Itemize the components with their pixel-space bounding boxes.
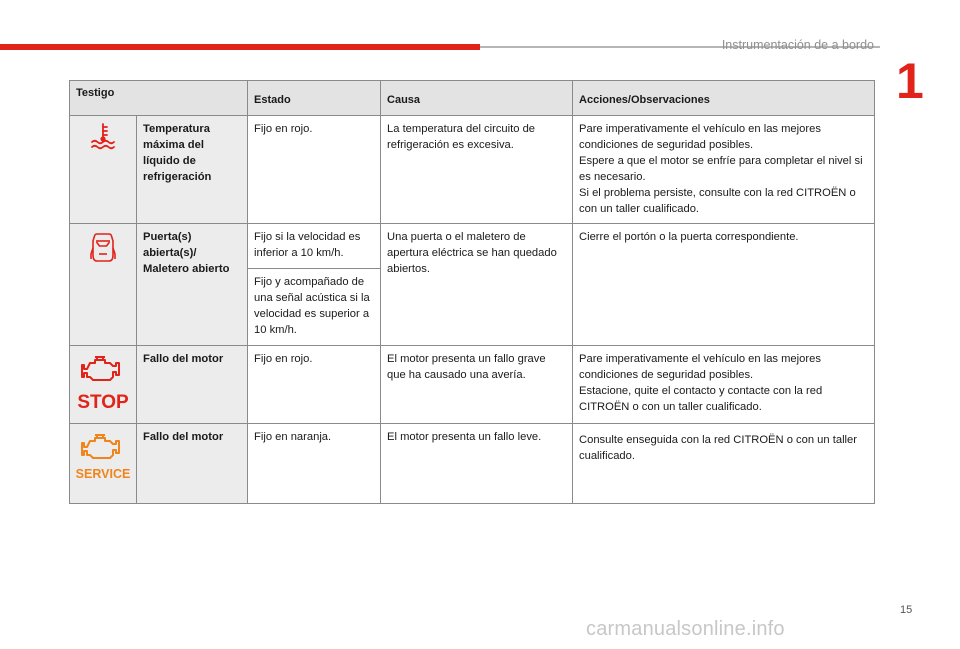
icon-cell	[70, 116, 137, 224]
service-label: SERVICE	[75, 467, 131, 482]
warning-state: Fijo en naranja.	[248, 424, 381, 504]
icon-cell	[70, 346, 137, 424]
column-header-acciones: Acciones/Observaciones	[573, 81, 875, 116]
warning-cause: La temperatura del circuito de refrigeración es excesiva.	[381, 116, 573, 224]
warning-actions	[573, 224, 875, 346]
stop-label: STOP	[77, 392, 129, 414]
action-line: Estacione, quite el contacto y contacte con la red CITROËN o con un taller cualificado.	[579, 384, 823, 413]
action-line: Consulte enseguida con la red CITROËN o con un taller cualificado.	[579, 434, 857, 462]
engine-service-warning-icon	[75, 430, 131, 482]
icon-cell	[70, 424, 137, 504]
warning-name: Fallo del motor	[137, 346, 248, 424]
action-line: Cierre el portón o la puerta correspondiente.	[579, 231, 799, 244]
warning-cause: El motor presenta un fallo grave que ha causado una avería.	[381, 346, 573, 424]
warning-cause: El motor presenta un fallo leve.	[381, 424, 573, 504]
column-header-testigo: Testigo	[70, 81, 248, 116]
header-red-bar	[0, 44, 480, 50]
warning-name: Puerta(s) abierta(s)/ Maletero abierto	[137, 224, 248, 346]
table-row	[70, 224, 875, 269]
warning-actions	[573, 116, 875, 224]
page-number: 15	[900, 604, 913, 616]
door-open-warning-icon	[90, 230, 116, 266]
section-title: Instrumentación de a bordo	[721, 38, 874, 52]
table-row	[70, 116, 875, 224]
action-line: Espere a que el motor se enfríe para completar el nivel si es necesario.	[579, 154, 863, 183]
column-header-causa: Causa	[381, 81, 573, 116]
table-row	[70, 346, 875, 424]
action-line: Si el problema persiste, consulte con la red CITROËN o con un taller cualificado.	[579, 186, 856, 215]
table-row	[70, 424, 875, 504]
warning-cause: Una puerta o el maletero de apertura eléctrica se han quedado abiertos.	[381, 224, 573, 346]
watermark: carmanualsonline.info	[586, 618, 785, 640]
chapter-number: 1	[896, 53, 924, 109]
warning-state: Fijo y acompañado de una señal acústica si la velocidad es superior a 10 km/h.	[248, 269, 381, 346]
warning-actions	[573, 424, 875, 504]
action-line: Pare imperativamente el vehículo en las mejores condiciones de seguridad posibles.	[579, 353, 821, 381]
action-line: Pare imperativamente el vehículo en las mejores condiciones de seguridad posibles.	[579, 123, 821, 151]
warning-lights-table	[69, 80, 875, 504]
warning-name: Fallo del motor	[137, 424, 248, 504]
warning-actions	[573, 346, 875, 424]
icon-cell	[70, 224, 137, 346]
warning-name: Temperatura máxima del líquido de refrigeración	[137, 116, 248, 224]
column-header-estado: Estado	[248, 81, 381, 116]
coolant-temperature-warning-icon	[90, 122, 116, 150]
engine-stop-warning-icon	[79, 352, 127, 412]
table-header-row	[70, 81, 875, 116]
warning-state: Fijo si la velocidad es inferior a 10 km/h.	[248, 224, 381, 269]
warning-state: Fijo en rojo.	[248, 346, 381, 424]
warning-state: Fijo en rojo.	[248, 116, 381, 224]
